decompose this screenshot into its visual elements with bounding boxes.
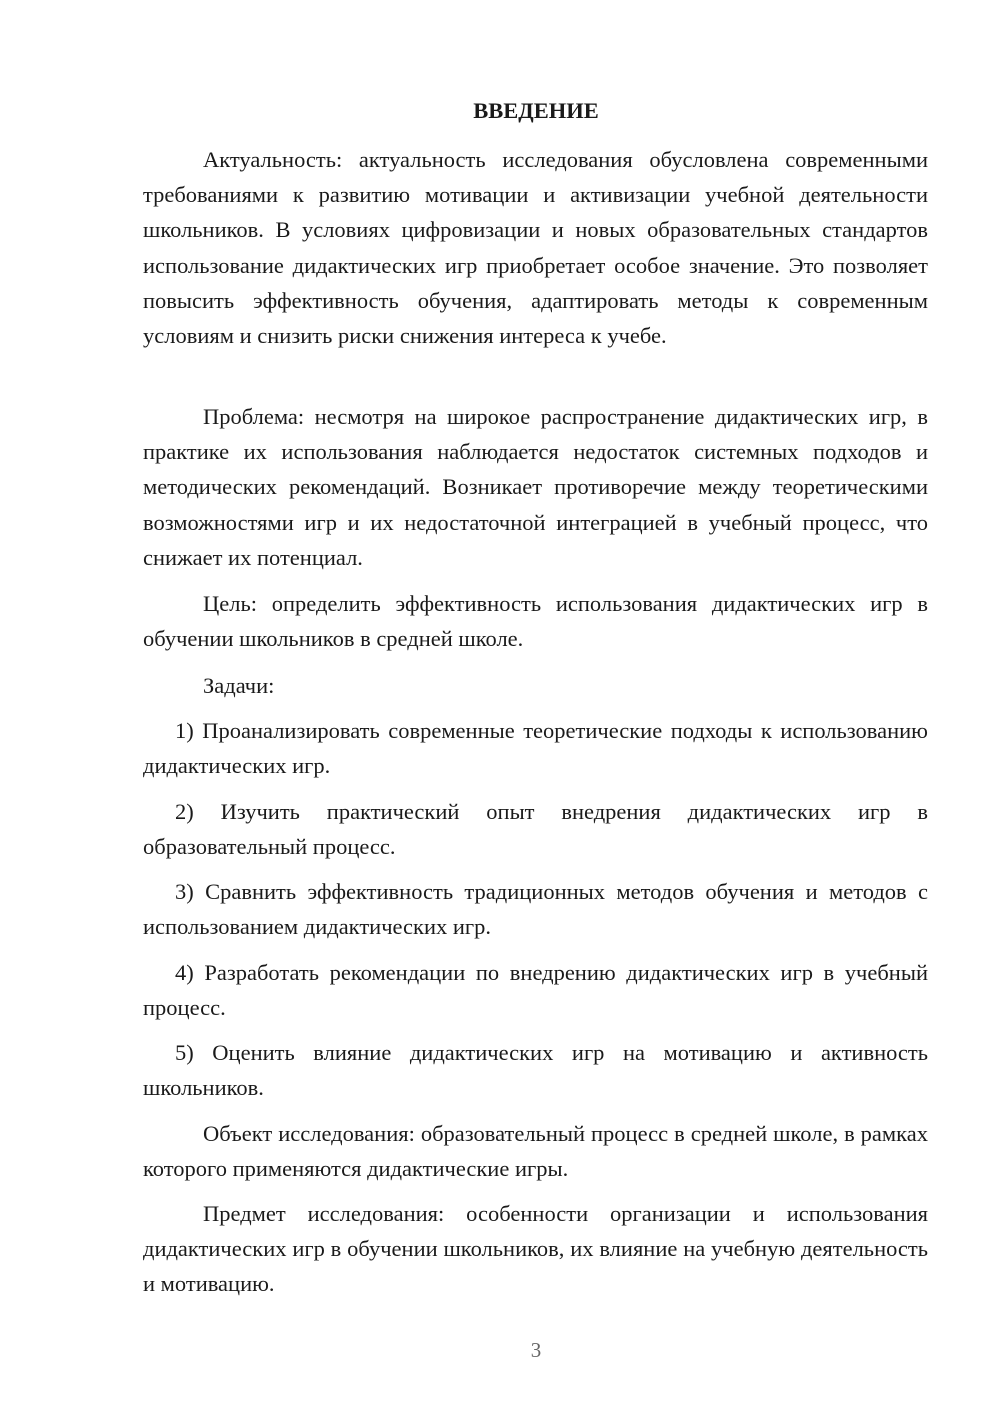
paragraph-relevance: Актуальность: актуальность исследования обусловлена современными требованиями к развитию мотивации и активизации учебной деятельности школьников. В условиях цифровизации и новых образовательных стандартов использование дидактических игр приобретает особое значение. Это позволяет повысить эффективность обучения, адаптировать методы к современным условиям и снизить риски снижения интереса к учебе. xyxy=(143,147,928,349)
task-item-1: 1) Проанализировать современные теоретические подходы к использованию дидактических игр. xyxy=(143,718,928,779)
paragraph-goal: Цель: определить эффективность использования дидактических игр в обучении школьников в средней школе. xyxy=(143,591,928,652)
paragraph-subject: Предмет исследования: особенности организации и использования дидактических игр в обучении школьников, их влияние на учебную деятельность и мотивацию. xyxy=(143,1201,928,1297)
task-item-3: 3) Сравнить эффективность традиционных методов обучения и методов с использованием дидактических игр. xyxy=(143,879,928,940)
page-number: 3 xyxy=(530,1338,542,1362)
paragraph-object: Объект исследования: образовательный процесс в средней школе, в рамках которого применяются дидактические игры. xyxy=(143,1121,928,1182)
task-item-2: 2) Изучить практический опыт внедрения дидактических игр в образовательный процесс. xyxy=(143,799,928,860)
paragraph-problem: Проблема: несмотря на широкое распространение дидактических игр, в практике их использования наблюдается недостаток системных подходов и методических рекомендаций. Возникает противоречие между теоретическими возможностями игр и их недостаточной интеграцией в учебный процесс, что снижает их потенциал. xyxy=(143,404,928,570)
page-title: ВВЕДЕНИЕ xyxy=(473,98,599,123)
task-item-4: 4) Разработать рекомендации по внедрению дидактических игр в учебный процесс. xyxy=(143,960,928,1021)
tasks-title: Задачи: xyxy=(203,673,275,698)
task-item-5: 5) Оценить влияние дидактических игр на мотивацию и активность школьников. xyxy=(143,1040,928,1101)
